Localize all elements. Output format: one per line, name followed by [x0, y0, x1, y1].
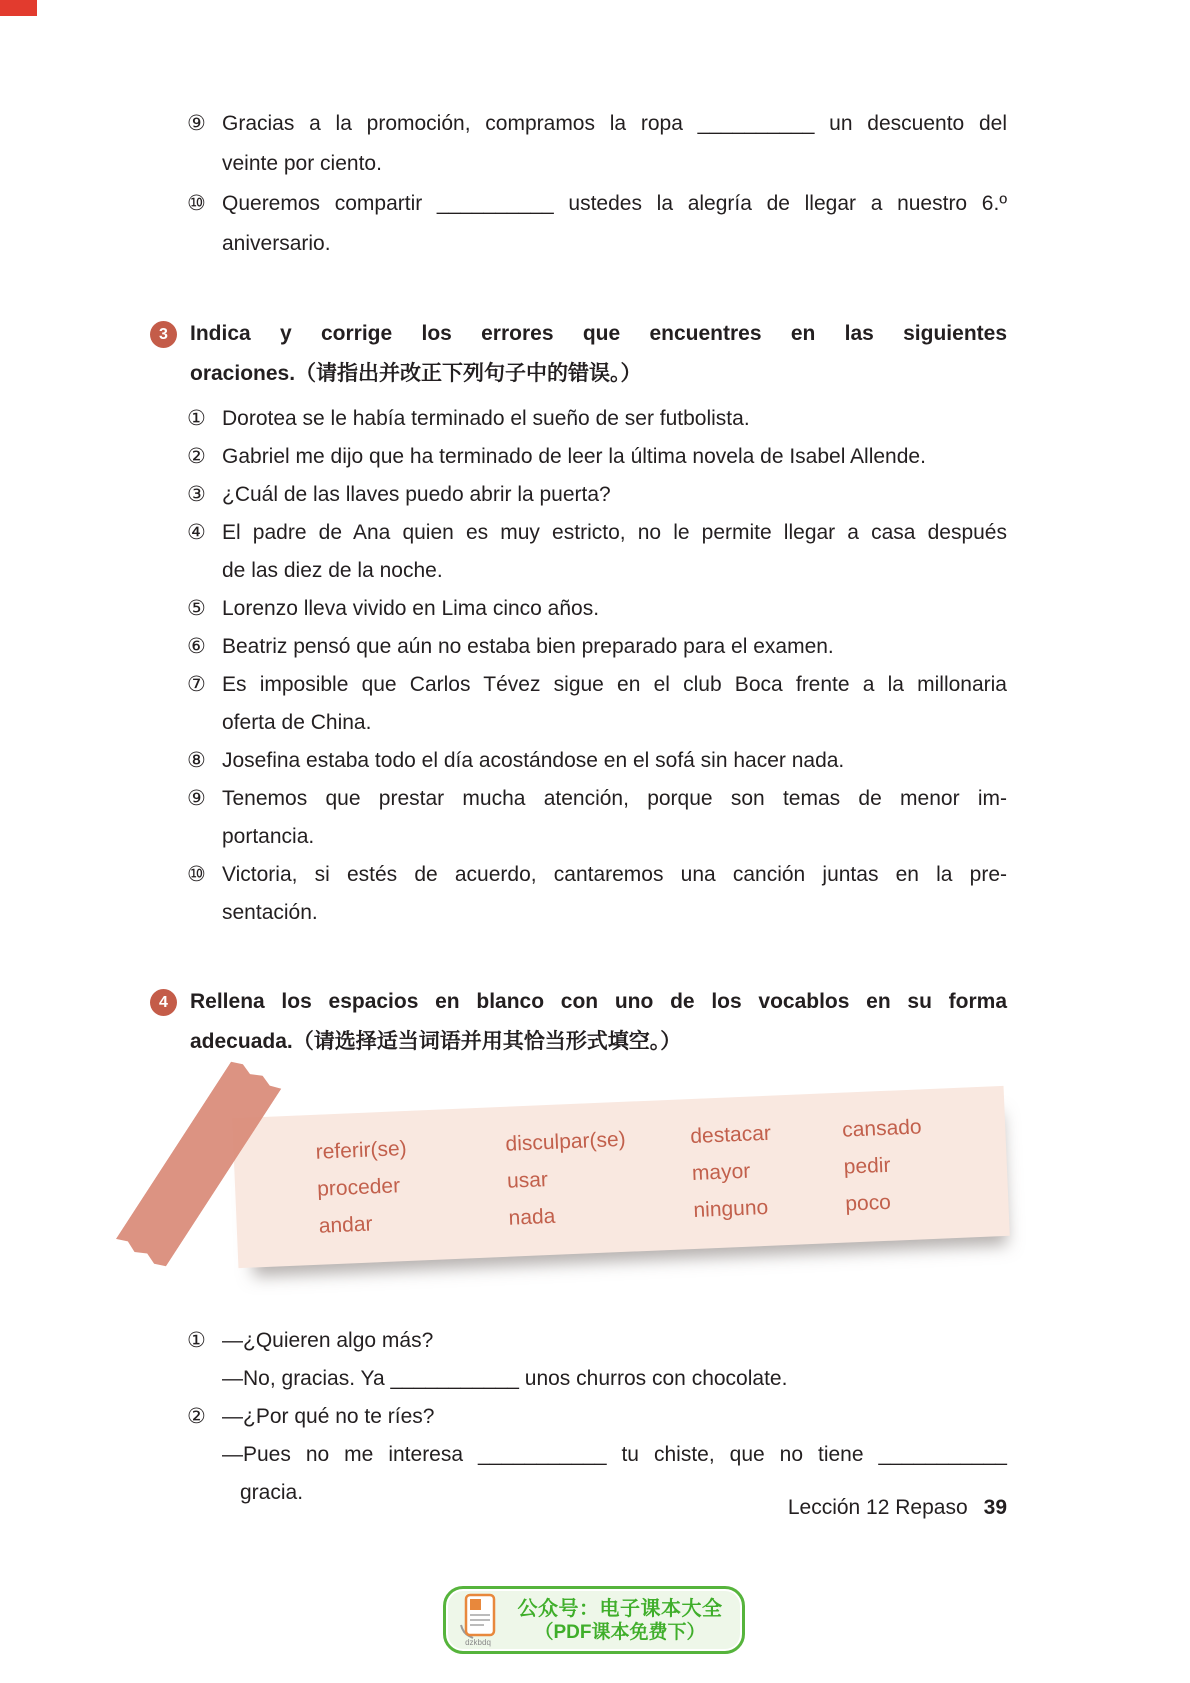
item-number: ② [187, 1405, 206, 1428]
vocabulary-box [232, 1086, 1010, 1268]
footer-lesson-label [788, 1496, 1007, 1520]
item-number: ⑩ [187, 192, 206, 215]
vocab-word: referir(se) [315, 1136, 408, 1164]
exercise4 [150, 982, 1007, 1512]
vocab-word: poco [844, 1190, 892, 1216]
dialogue-line: —No, gracias. Ya ___________ unos churros con chocolate. [222, 1367, 788, 1390]
item-number: ① [187, 407, 206, 430]
exercise3-title [190, 314, 1007, 394]
dialogue-line: —Pues no me interesa ___________ tu chiste, que no tiene ___________ [222, 1443, 1007, 1466]
dialogue-line: —¿Quieren algo más? [222, 1329, 434, 1352]
item-line: veinte por ciento. [222, 152, 382, 175]
vocab-word: cansado [841, 1115, 923, 1142]
page-content [150, 104, 1007, 1512]
icon-caption: dzkbdq [465, 1638, 491, 1647]
exercise-number-badge: 4 [150, 989, 177, 1016]
item-line: Es imposible que Carlos Tévez sigue en el club Boca frente a la millonaria [222, 673, 1007, 696]
vocab-word: nada [508, 1204, 556, 1230]
wechat-badge-text [508, 1597, 732, 1644]
item-number: ③ [187, 483, 206, 506]
exercise4-title [190, 982, 1007, 1062]
item-line: El padre de Ana quien es muy estricto, no le permite llegar a casa después [222, 521, 1007, 544]
item-number: ① [187, 1329, 206, 1352]
page-number: 39 [983, 1496, 1007, 1519]
wechat-watermark-badge [443, 1586, 745, 1654]
exercise-number-badge: 3 [150, 321, 177, 348]
vocab-word: usar [506, 1168, 549, 1193]
exercise3-title-line2: oraciones.（请指出并改正下列句子中的错误。） [190, 362, 642, 385]
item-line: Victoria, si estés de acuerdo, cantaremos una canción juntas en la pre- [222, 863, 1007, 886]
vocab-word: andar [318, 1212, 373, 1238]
item-number: ⑤ [187, 597, 206, 620]
vocab-word: proceder [316, 1174, 401, 1201]
exercise2-items [150, 104, 1007, 264]
exercise4-items [150, 1322, 1007, 1512]
item-number: ④ [187, 521, 206, 544]
item-line: ¿Cuál de las llaves puedo abrir la puerta? [222, 483, 611, 506]
dialogue-line: —¿Por qué no te ríes? [222, 1405, 435, 1428]
vocab-word: ninguno [692, 1195, 769, 1222]
tablet-book-icon [456, 1593, 500, 1647]
vocabulary-box-area [150, 1076, 1007, 1292]
vocab-word: mayor [691, 1159, 751, 1186]
lesson-title: Lección 12 Repaso [787, 1496, 968, 1519]
item-line: Beatriz pensó que aún no estaba bien preparado para el examen. [222, 635, 834, 658]
list-item [187, 104, 1007, 184]
wechat-badge-line2: （PDF课本免费下） [534, 1621, 706, 1643]
item-number: ⑨ [187, 787, 206, 810]
item-number: ⑥ [187, 635, 206, 658]
exercise4-title-line2: adecuada.（请选择适当词语并用其恰当形式填空。） [190, 1030, 682, 1053]
vocabulary-words [232, 1086, 1009, 1248]
vocab-word: pedir [843, 1153, 891, 1179]
exercise3-items [150, 400, 1007, 932]
item-line: portancia. [222, 825, 315, 848]
list-item [187, 184, 1007, 264]
item-line: Lorenzo lleva vivido en Lima cinco años. [222, 597, 600, 620]
wechat-badge-line1: 公众号：电子课本大全 [517, 1597, 723, 1620]
item-line: Gabriel me dijo que ha terminado de leer la última novela de Isabel Allende. [222, 445, 926, 468]
exercise3 [150, 314, 1007, 932]
item-line: oferta de China. [222, 711, 372, 734]
item-line: de las diez de la noche. [222, 559, 443, 582]
item-number: ⑩ [187, 863, 206, 886]
item-number: ⑨ [187, 112, 206, 135]
page-corner-mark [0, 0, 37, 16]
item-line: Queremos compartir __________ ustedes la alegría de llegar a nuestro 6.º [222, 192, 1007, 215]
item-number: ② [187, 445, 206, 468]
exercise3-title-line1: Indica y corrige los errores que encuentres en las siguientes [190, 322, 1007, 345]
item-line: aniversario. [222, 232, 331, 255]
item-number: ⑦ [187, 673, 206, 696]
dialogue-line: gracia. [240, 1481, 304, 1504]
item-number: ⑧ [187, 749, 206, 772]
vocab-word: disculpar(se) [505, 1127, 627, 1156]
item-line: Tenemos que prestar mucha atención, porque son temas de menor im- [222, 787, 1007, 810]
item-line: sentación. [222, 901, 318, 924]
item-line: Josefina estaba todo el día acostándose en el sofá sin hacer nada. [222, 749, 845, 772]
item-line: Dorotea se le había terminado el sueño de ser futbolista. [222, 407, 750, 430]
exercise4-title-line1: Rellena los espacios en blanco con uno de los vocablos en su forma [190, 990, 1007, 1013]
vocab-word: destacar [689, 1121, 772, 1149]
item-line: Gracias a la promoción, compramos la ropa __________ un descuento del [222, 112, 1007, 135]
